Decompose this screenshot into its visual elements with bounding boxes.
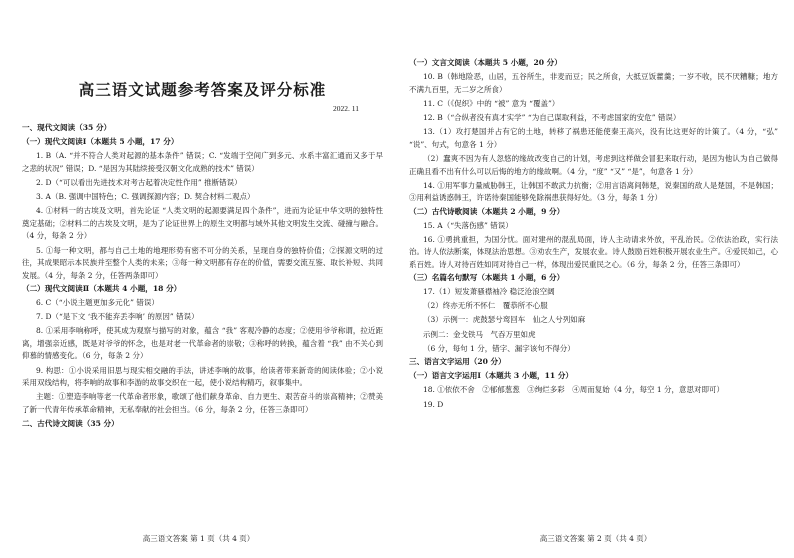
section-heading: 三、语言文字运用（20 分） [409, 357, 506, 367]
answer-paragraph: （2）蠢爽不因为有人忽悠的缘故改变自己的计划，考虑到这样做会冒犯来取行动，是因为他认为自己做得正确且看不出有什么可以后悔的地方的缘故啊。（4 分，“度” “又” “是”，句意各 1 分） [409, 153, 778, 176]
answer-paragraph: 1. B（A. “并不符合人类对起源的基本条件” 错误；C. “发端于空间广到多元、水系丰富汇通而又多于早之悲的状况” 错误；D. “是因为其陆续接受汉朝文化成熟的技术” 错误） [22, 151, 383, 173]
answer-paragraph: 6. C（“小说主题更加多元化” 错误） [36, 297, 159, 307]
page-2-body [409, 58, 778, 411]
page-1-body [22, 123, 383, 429]
answer-paragraph: 10. B（韩地险恶，山居，五谷所生，非麦而豆；民之所食，大抵豆饭藿羹；一岁不收，民不厌糟糠；地方不满九百里，无二岁之所食） [409, 72, 778, 94]
page-2-footer: 高三语文答案 第 2 页（共 4 页） [539, 534, 652, 543]
answer-paragraph: 12. B（“合纵者没有真才实学” “为自己谋取利益，不考虑国家的安危” 错误） [423, 112, 681, 122]
answer-paragraph: 3. A（B. 强调中国特色；C. 强调探源内容；D. 契合材料二观点） [36, 191, 255, 201]
answer-paragraph: 9. 构思：①小说采用旧思与现实相交融的手法，讲述李响的故事，给读者带来新奇的阅读体验；②小说采用双线结构，将李响的故事和李游的故事交织在一起，使小说结构精巧，叙事集中。 [22, 365, 383, 388]
section-heading: 二、古代诗文阅读（35 分） [22, 418, 119, 428]
page-1-footer: 高三语文答案 第 1 页（共 4 页） [142, 534, 255, 543]
answer-paragraph: 15. A（“失落伤感” 错误） [423, 220, 513, 230]
subsection-heading: （一）文言文阅读（本题共 5 小题，20 分） [409, 58, 562, 67]
subsection-heading: （二）现代文阅读Ⅱ（本题共 4 小题，18 分） [22, 283, 182, 293]
answer-paragraph: 14. ①用军事力量威胁韩王，让韩国不敢武力抗衡；②用言语离间韩楚，说秦国的敌人是楚国，不是韩国；③用利益诱惑韩王，许诺待秦国能够免除祸患获得好处。（3 分，每条 1 分） [409, 180, 778, 203]
document-date: 2022. 11 [333, 104, 359, 113]
subsection-heading: （一）语言文字运用Ⅰ（本题共 3 小题，11 分） [409, 371, 574, 381]
answer-paragraph: （3）示例一：虎鼓瑟兮鸾回车 仙之人兮列如麻 [423, 315, 586, 325]
subsection-heading: （三）名篇名句默写（本题共 1 小题，6 分） [409, 273, 565, 283]
answer-paragraph: 主题：①塑造李响等老一代革命者形象，歌颂了他们献身革命、自力更生、艰苦奋斗的崇高精神；②赞美了新一代青年传承革命精神，无私奉献的社会担当。（6 分，每条 2 分，任答三条即可） [22, 392, 383, 415]
answer-paragraph: 8. ①采用李响称呼，使其成为观察与描写的对象，蕴含 “我” 客观冷静的态度；②使用爷爷称谓，拉近距离，增强亲近感，既是对爷爷的怀念，也是对老一代革命者的崇敬；③称呼的转换，蕴含着 “我” 由不关心到仰慕的情感变化。（6 分，每条 2 分） [22, 326, 383, 361]
answer-paragraph: 7. D（“是下文 ‘我不能弃丢李响’ 的原因” 错误） [36, 312, 199, 322]
document-title: 高三语文试题参考答案及评分标准 [78, 80, 327, 99]
answer-paragraph: 5. ①每一种文明，都与自己土地的地理形势有密不可分的关系，呈现自身的独特价值；②探源文明的过往，其成果昭示本民族并至整个人类的未来；③每一种文明都有存在的价值，需要交流互鉴、取长补短、共同发展。（4 分，每条 2 分，任答两条即可） [22, 245, 383, 280]
answer-paragraph: 11. C（《促织》中的 “被” 意为 “覆盖”） [423, 98, 560, 108]
subsection-heading: （一）现代文阅读Ⅰ（本题共 5 小题，17 分） [22, 137, 179, 146]
answer-paragraph: 16. ①勇挑重担，为国分忧。面对建州的混乱局面，诗人主动请求外放，平乱治民。②依法治政，实行法治。诗人依法断案，体现法治思想。③劝农生产，发展农业。诗人鼓励百姓积极开展农业生产。④爱民如己，心系百姓。诗人对待百姓如同对待自己一样，体现出爱民重民之心。（6 分，每条 2 分，任答三条即可） [409, 234, 778, 269]
answer-paragraph: 13.（1）攻打楚国并占有它的土地，转移了祸患还能使秦王高兴，没有比这更好的计策了。（4 分，“弘” “说”、句式，句意各 1 分） [409, 127, 778, 149]
answer-paragraph: 示例二：金戈铁马 气吞万里如虎 [423, 329, 536, 339]
page-2 [397, 0, 794, 558]
answer-paragraph: （6 分，每句 1 分，错字、漏字该句不得分） [423, 343, 575, 353]
answer-paragraph: 17.（1）短发萧骚襟袖冷 稳泛沧浪空阔 [423, 287, 555, 297]
subsection-heading: （二）古代诗歌阅读（本题共 2 小题，9 分） [409, 206, 565, 216]
answer-paragraph: 2. D（“可以看出先进技术对考古起着决定性作用” 推断错误） [36, 177, 242, 187]
section-heading: 一、现代文阅读（35 分） [22, 123, 112, 132]
answer-paragraph: 18. ①依依不舍 ②郁郁葱葱 ③绚烂多彩 ④周而复始（4 分，每空 1 分，意思对即可） [423, 385, 725, 395]
answer-paragraph: 19. D [423, 399, 444, 409]
answer-paragraph: （2）终亦无所不怀仁 覆恭所不心服 [423, 301, 548, 311]
answer-paragraph: 4. ①材料一的古埃及文明，首先论证 “人类文明的起源要满足四个条件”，进而为论证中华文明的独特性奠定基础；②材料二的古埃及文明，是为了论证世界上的原生文明都与域外其他文明发生交流、碰撞与融合。（4 分，每条 2 分） [22, 206, 383, 241]
